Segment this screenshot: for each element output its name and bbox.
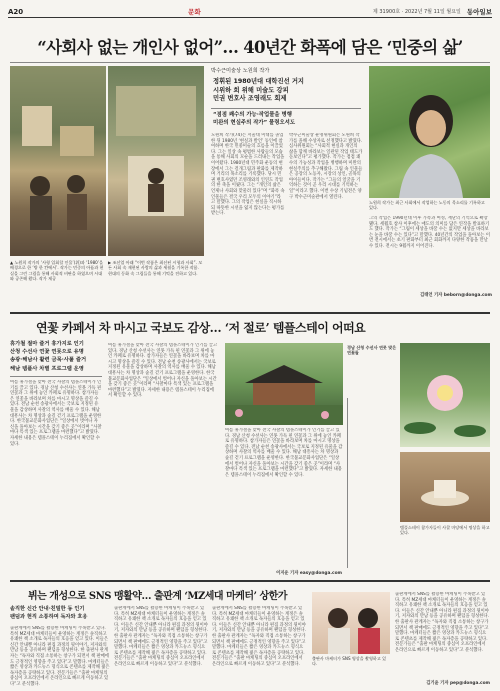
marketer-photo xyxy=(312,592,390,654)
article1-col1: 노원희 작가(74)는 서울대 미대를 졸업한 뒤 1980년 ‘현실과 발언’ 동인에 참여하며 한국 민중미술의 흐름을 이끌었다. 그는 일상 속 평범한 사람들의 모습을 통해 사회의 모순을 드러내는 작업을 이어왔다. 1980년대 민주화 운동의 현장에서 그는 걸개그림과 판화를 제작하며 거리의 목소리를 기록했다. 당시 민권 변호사였던 조영래와의 인연도 작업의 한 축을 이뤘다. 그는 “개인의 삶은 언제나 사회와 맞물려 있다”며 “화폭 속 인물들은 결국 우리 모두의 이야기”라고 말했다. 그의 작업은 현실을 직시하되 따뜻한 시선을 잃지 않는다는 평가를 받는다. xyxy=(211,133,285,217)
article1-col3: 그의 작업은 1990년대 이후 가족과 여성, 재난의 기억으로 확장됐다. 세월호 참사 이후에는 애도의 의미를 담은 연작을 발표하기도 했다. 작가는 “그림이 세상을 바꿀 수는 없지만 세상을 바라보는 눈을 바꿀 수는 있다”고 말했다. 40년간의 작업을 돌아보는 이번 전시에서는 초기 판화부터 최근 회화까지 다양한 작품을 만날 수 있다. 전시는 9월까지 이어진다. xyxy=(369,216,490,249)
article4-headline: 뷔는 개성으로 SNS 맹활약… 출판계 ‘MZ세대 마케터’ 상한가 xyxy=(28,591,287,602)
marketer-caption: 출판사 마케터가 SNS 영상을 촬영하고 있다. xyxy=(312,656,387,667)
article4-col2: 출판계에서 SNS를 활용한 마케팅이 주목받고 있다. 특히 MZ세대 마케터들이 운영하는 계정은 솔직하고 유쾌한 책 소개로 독자들의 호응을 얻고 있다. 이들은 신간 안내뿐 아니라 편집 과정의 뒷이야기, 저자와의 만남 등을 공유하며 팬덤을 형성한다. 한 출판사 관계자는 “독자와 직접 소통하는 창구가 되면서 책 판매에도 긍정적인 영향을 주고 있다”고 말했다. 마케터들은 짧은 영상과 카드뉴스 형식으로 콘텐츠를 제작해 젊은 독자층을 공략하고 있다. 전문가들은 “출판 마케팅의 중심이 오프라인에서 온라인으로 빠르게 이동하고 있다”고 분석했다. xyxy=(114,606,208,667)
photo-caption-left-2: ▶ 조선업 아래 “이번 작품은 최선된 시형과 사회”. 모든 사회 속 재현된 사람의 삶과 세월을 기록한 작품. 현대의 동화 속 그림들을 통해 기억을 전하고 있다. xyxy=(108,260,203,276)
temple-photo xyxy=(225,343,343,425)
divider xyxy=(347,398,348,568)
tea-caption: 템플스테이 참가자들이 사찰 마당에서 명상을 하고 있다. xyxy=(400,525,490,536)
article1-headline: “사회사 없는 개인사 없어”… 40년간 화폭에 담은 ‘민중의 삶’ xyxy=(37,38,463,57)
temple-caption: 경남 산청 수선사 연못 맞은 연꽃들 xyxy=(347,345,397,356)
newspaper-name: 동아일보 xyxy=(466,8,492,16)
article4-byline: 김기윤 기자 pep@donga.com xyxy=(426,681,490,686)
painting-photo-2 xyxy=(108,66,204,256)
divider xyxy=(10,62,490,63)
photo-caption-left: ▲ 노원희 작가의 ‘사형 입회할 인물’(위)과 ‘1980’을 배경으로 한 ‘방 한 칸에서’. 작가는 민중의 아픔과 현실을 그린 그림을 통해 사회적 비판을 하였으며 시대와 공존해 왔다. 작가 제공 xyxy=(10,260,104,281)
article2-col3: 여름 휴가철을 맞아 전국 사찰의 템플스테이가 인기를 끌고 있다. 경남 산청 수선사는 연못 가득 핀 연꽃과 그 위에 놓인 카페로 유명하다. 참가자들은 연꽃을 바라보며 차를 마시고 명상을 즐길 수 있다. 전남 순천 송광사에서는 국보로 지정된 유물을 감상하며 사찰의 역사를 배울 수 있다. 해남 대흥사는 차 명상과 숲길 걷기 프로그램을 운영한다. 한국불교문화사업단은 “일상에서 벗어나 자신을 돌아보는 시간을 갖기 좋은 곳”이라며 “사찰마다 특색 있는 프로그램을 마련했다”고 밝혔다. 자세한 내용은 템플스테이 누리집에서 확인할 수 있다. xyxy=(225,428,343,478)
divider xyxy=(10,580,490,582)
article1-col2: 박수근미술상 운영위원회는 노원희 작가를 올해 수상자로 선정했다고 밝혔다. 심사위원회는 “사회적 현실과 개인의 삶을 함께 바라보는 일관된 작업 태도가 돋보인다”고 평가했다. 작가는 점점 쾌수의 가능성과 작업을 병행하며 미완의 현실주의를 추구해왔다. 그림 속 인물들은 공장의 노동자, 시장의 상인, 골목의 아이들이다. 작가는 “그들의 얼굴을 기억하는 것이 곧 우리 시대를 기억하는 일”이라고 했다. 이번 수상 기념전은 양구 박수근미술관에서 열린다. xyxy=(289,133,363,200)
divider xyxy=(10,376,102,377)
tea-photo xyxy=(400,452,490,522)
article4-col1: 출판계에서 SNS를 활용한 마케팅이 주목받고 있다. 특히 MZ세대 마케터들이 운영하는 계정은 솔직하고 유쾌한 책 소개로 독자들의 호응을 얻고 있다. 이들은 신간 안내뿐 아니라 편집 과정의 뒷이야기, 저자와의 만남 등을 공유하며 팬덤을 형성한다. 한 출판사 관계자는 “독자와 직접 소통하는 창구가 되면서 책 판매에도 긍정적인 영향을 주고 있다”고 말했다. 마케터들은 짧은 영상과 카드뉴스 형식으로 콘텐츠를 제작해 젊은 독자층을 공략하고 있다. 전문가들은 “출판 마케팅의 중심이 오프라인에서 온라인으로 빠르게 이동하고 있다”고 분석했다. xyxy=(10,626,110,686)
article1-kicker: 박수근미술상 노원희 작가 xyxy=(211,68,270,74)
article4-subhead: 솔직한 신간 안내·친밀한 동 인기 팬덤과 현직 소통하며 독자와 호응 xyxy=(10,606,88,620)
article1-subhead-2: “점점 쾌수의 가능·작업물을 병행 미완의 현실주의 작가” 물령오셔도 xyxy=(213,112,296,126)
section-label: 문화 xyxy=(188,8,201,16)
issue-info: 제 31900호 · 2022년 7월 11일 월요일 xyxy=(372,9,461,15)
portrait-caption: 노원희 작가는 최근 사회에서 작업하는 노동의 목소리를 기록하고 있다. xyxy=(369,200,485,211)
article2-byline: 이지운 기자 easy@donga.com xyxy=(276,571,342,576)
painting-photo-1 xyxy=(10,66,106,256)
divider xyxy=(10,312,490,314)
portrait-photo xyxy=(369,66,490,198)
divider xyxy=(211,108,361,109)
article2-subhead: 휴가철 절마 즐거 휴가지로 인기 산청 수선사 연꽃 연못으로 유명 송광·해남사 활련 금목·사풀 즐거 해남 템플사 차별 프로그램 운영 xyxy=(10,341,87,372)
page-number: A20 xyxy=(8,7,24,16)
lotus-photo xyxy=(400,343,490,447)
article1-byline: 김태언 기자 beborn@donga.com xyxy=(420,293,492,298)
page-header xyxy=(8,6,492,18)
article4-col4: 출판계에서 SNS를 활용한 마케팅이 주목받고 있다. 특히 MZ세대 마케터들이 운영하는 계정은 솔직하고 유쾌한 책 소개로 독자들의 호응을 얻고 있다. 이들은 신간 안내뿐 아니라 편집 과정의 뒷이야기, 저자와의 만남 등을 공유하며 팬덤을 형성한다. 한 출판사 관계자는 “독자와 직접 소통하는 창구가 되면서 책 판매에도 긍정적인 영향을 주고 있다”고 말했다. 마케터들은 짧은 영상과 카드뉴스 형식으로 콘텐츠를 제작해 젊은 독자층을 공략하고 있다. 전문가들은 “출판 마케팅의 중심이 오프라인에서 온라인으로 빠르게 이동하고 있다”고 분석했다. xyxy=(395,592,489,653)
article2-col1: 여름 휴가철을 맞아 전국 사찰의 템플스테이가 인기를 끌고 있다. 경남 산청 수선사는 연못 가득 핀 연꽃과 그 위에 놓인 카페로 유명하다. 참가자들은 연꽃을 바라보며 차를 마시고 명상을 즐길 수 있다. 전남 순천 송광사에서는 국보로 지정된 유물을 감상하며 사찰의 역사를 배울 수 있다. 해남 대흥사는 차 명상과 숲길 걷기 프로그램을 운영한다. 한국불교문화사업단은 “일상에서 벗어나 자신을 돌아보는 시간을 갖기 좋은 곳”이라며 “사찰마다 특색 있는 프로그램을 마련했다”고 밝혔다. 자세한 내용은 템플스테이 누리집에서 확인할 수 있다. xyxy=(10,380,102,447)
article4-col3: 출판계에서 SNS를 활용한 마케팅이 주목받고 있다. 특히 MZ세대 마케터들이 운영하는 계정은 솔직하고 유쾌한 책 소개로 독자들의 호응을 얻고 있다. 이들은 신간 안내뿐 아니라 편집 과정의 뒷이야기, 저자와의 만남 등을 공유하며 팬덤을 형성한다. 한 출판사 관계자는 “독자와 직접 소통하는 창구가 되면서 책 판매에도 긍정적인 영향을 주고 있다”고 말했다. 마케터들은 짧은 영상과 카드뉴스 형식으로 콘텐츠를 제작해 젊은 독자층을 공략하고 있다. 전문가들은 “출판 마케팅의 중심이 오프라인에서 온라인으로 빠르게 이동하고 있다”고 분석했다. xyxy=(212,606,306,667)
article2-col2: 여름 휴가철을 맞아 전국 사찰의 템플스테이가 인기를 끌고 있다. 경남 산청 수선사는 연못 가득 핀 연꽃과 그 위에 놓인 카페로 유명하다. 참가자들은 연꽃을 바라보며 차를 마시고 명상을 즐길 수 있다. 전남 순천 송광사에서는 국보로 지정된 유물을 감상하며 사찰의 역사를 배울 수 있다. 해남 대흥사는 차 명상과 숲길 걷기 프로그램을 운영한다. 한국불교문화사업단은 “일상에서 벗어나 자신을 돌아보는 시간을 갖기 좋은 곳”이라며 “사찰마다 특색 있는 프로그램을 마련했다”고 밝혔다. 자세한 내용은 템플스테이 누리집에서 확인할 수 있다. xyxy=(108,343,218,399)
article1-subhead: 정휘된 1980년대 대학진선 거지 시위하 희 위해 미술도 강피 민권 변호사 조영래도 회제 xyxy=(213,78,305,103)
article2-headline: 연꽃 카페서 차 마시고 국보도 감상… ‘저 절로’ 템플스테이 어떠요 xyxy=(36,321,366,335)
